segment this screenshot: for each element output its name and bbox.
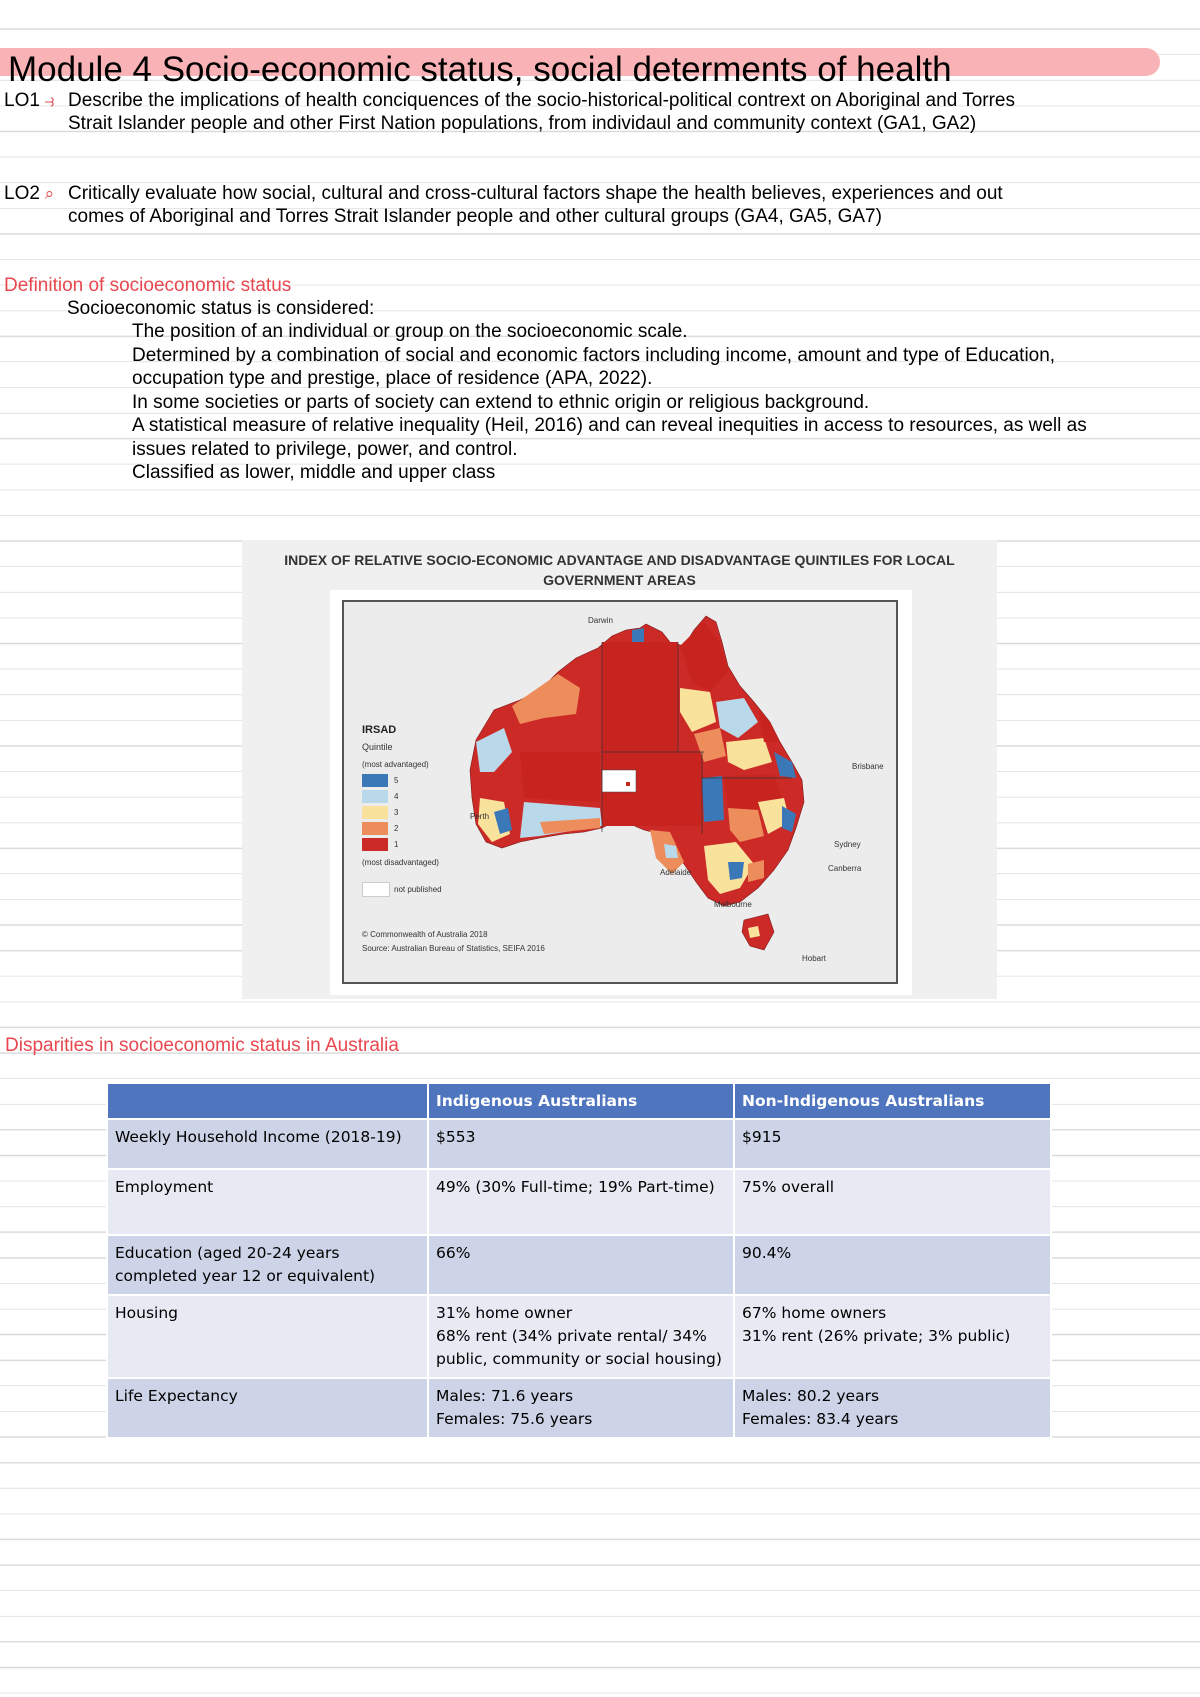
map-canvas [342,600,898,984]
legend-top-label: (most advantaged) [362,760,429,769]
definition-point: A statistical measure of relative inequality (Heil, 2016) and can reveal inequities in access to resources, as well as issues related to privilege, power, and control. [132,415,1087,460]
row-label: Employment [107,1169,428,1235]
city-perth: Perth [470,812,490,821]
definition-point: Classified as lower, middle and upper class [132,462,496,483]
table-row [107,1378,1051,1438]
table-header-row [107,1083,1051,1119]
non-indigenous-value: 90.4% [734,1235,1051,1295]
city-canberra: Canberra [828,864,862,873]
non-indigenous-value: Males: 80.2 years Females: 83.4 years [734,1378,1051,1438]
table-row [107,1295,1051,1378]
definition-point: In some societies or parts of society can extend to ethnic origin or religious background. [132,391,870,413]
lo2-tag: LO2 ⌕ [4,183,55,204]
row-label: Education (aged 20-24 years completed year 12 or equivalent) [107,1235,428,1295]
legend-not-published: not published [394,885,442,894]
table-row [107,1169,1051,1235]
wa-central [520,752,600,802]
map-frame [330,590,912,995]
legend-label-2: 2 [394,824,399,833]
indigenous-value: $553 [428,1119,734,1169]
arrow-icon: ⥽ [39,91,55,110]
legend-subtitle: Quintile [362,742,393,752]
city-brisbane: Brisbane [852,762,884,771]
map-source: Source: Australian Bureau of Statistics, SEIFA 2016 [362,944,545,953]
city-sydney: Sydney [834,840,861,849]
legend-swatch-not-published [362,882,390,897]
indigenous-value: 31% home owner 68% rent (34% private rental/ 34% public, community or social housing) [428,1295,734,1378]
definition-point: The position of an individual or group on the socioeconomic scale. [132,321,688,342]
page-title: Module 4 Socio-economic status, social determents of health [8,50,952,89]
legend-swatch-5 [362,774,388,787]
legend-label-3: 3 [394,808,399,817]
irsad-map-figure [242,540,997,999]
lo1-text: Describe the implications of health conciquences of the socio-historical-political contrext on Aboriginal and Torres Strait Islander people and other First Nation populations, from individaul and community context (GA1, GA2) [68,90,1015,134]
legend-swatch-3 [362,806,388,819]
legend-swatch-1 [362,838,388,851]
indigenous-value: 66% [428,1235,734,1295]
australia-map [344,602,896,982]
definition-heading: Definition of socioeconomic status [4,275,292,296]
legend-bottom-label: (most disadvantaged) [362,858,439,867]
row-label: Housing [107,1295,428,1378]
legend-label-4: 4 [394,792,399,801]
legend-title: IRSAD [362,724,397,736]
sa-blue [664,844,678,858]
non-indigenous-value: 75% overall [734,1169,1051,1235]
darwin-blue [632,628,644,642]
legend-label-1: 1 [394,840,399,849]
city-adelaide: Adelaide [660,868,692,877]
non-indigenous-value: 67% home owners 31% rent (26% private; 3% public) [734,1295,1051,1378]
table-header-cell: Non-Indigenous Australians [734,1083,1051,1119]
tasmania-yellow [748,926,760,938]
not-published-area [602,770,636,792]
lo2-text: Critically evaluate how social, cultural and cross-cultural factors shape the health believes, experiences and out comes of Aboriginal and Torres Strait Islander people and other cultural groups (GA4, GA5, GA7) [68,183,1003,227]
table-header-cell: Indigenous Australians [428,1083,734,1119]
disparities-table [106,1082,1052,1439]
disparities-heading: Disparities in socioeconomic status in Australia [5,1035,399,1056]
lo1-tag: LO1 ⥽ [4,90,55,111]
not-published-mark [626,782,630,786]
legend-swatch-2 [362,822,388,835]
row-label: Weekly Household Income (2018-19) [107,1119,428,1169]
definition-list [132,320,1132,485]
row-label: Life Expectancy [107,1378,428,1438]
indigenous-value: 49% (30% Full-time; 19% Part-time) [428,1169,734,1235]
city-melbourne: Melbourne [714,900,752,909]
table-row [107,1119,1051,1169]
legend-label-5: 5 [394,776,399,785]
non-indigenous-value: $915 [734,1119,1051,1169]
hook-icon: ⌕ [39,184,55,203]
vic-blue [728,862,744,880]
city-hobart: Hobart [802,954,827,963]
city-darwin: Darwin [588,616,613,625]
table-header-cell [107,1083,428,1119]
map-copyright: © Commonwealth of Australia 2018 [362,930,488,939]
map-title: INDEX OF RELATIVE SOCIO-ECONOMIC ADVANTAGE AND DISADVANTAGE QUINTILES FOR LOCAL GOVERNMENT AREAS [284,552,955,588]
indigenous-value: Males: 71.6 years Females: 75.6 years [428,1378,734,1438]
legend-swatch-4 [362,790,388,803]
nsw-blue-west [702,776,724,822]
table-row [107,1235,1051,1295]
definition-point: Determined by a combination of social and economic factors including income, amount and type of Education, occupation type and prestige, place of residence (APA, 2022). [132,344,1056,389]
definition-intro: Socioeconomic status is considered: [67,298,375,319]
